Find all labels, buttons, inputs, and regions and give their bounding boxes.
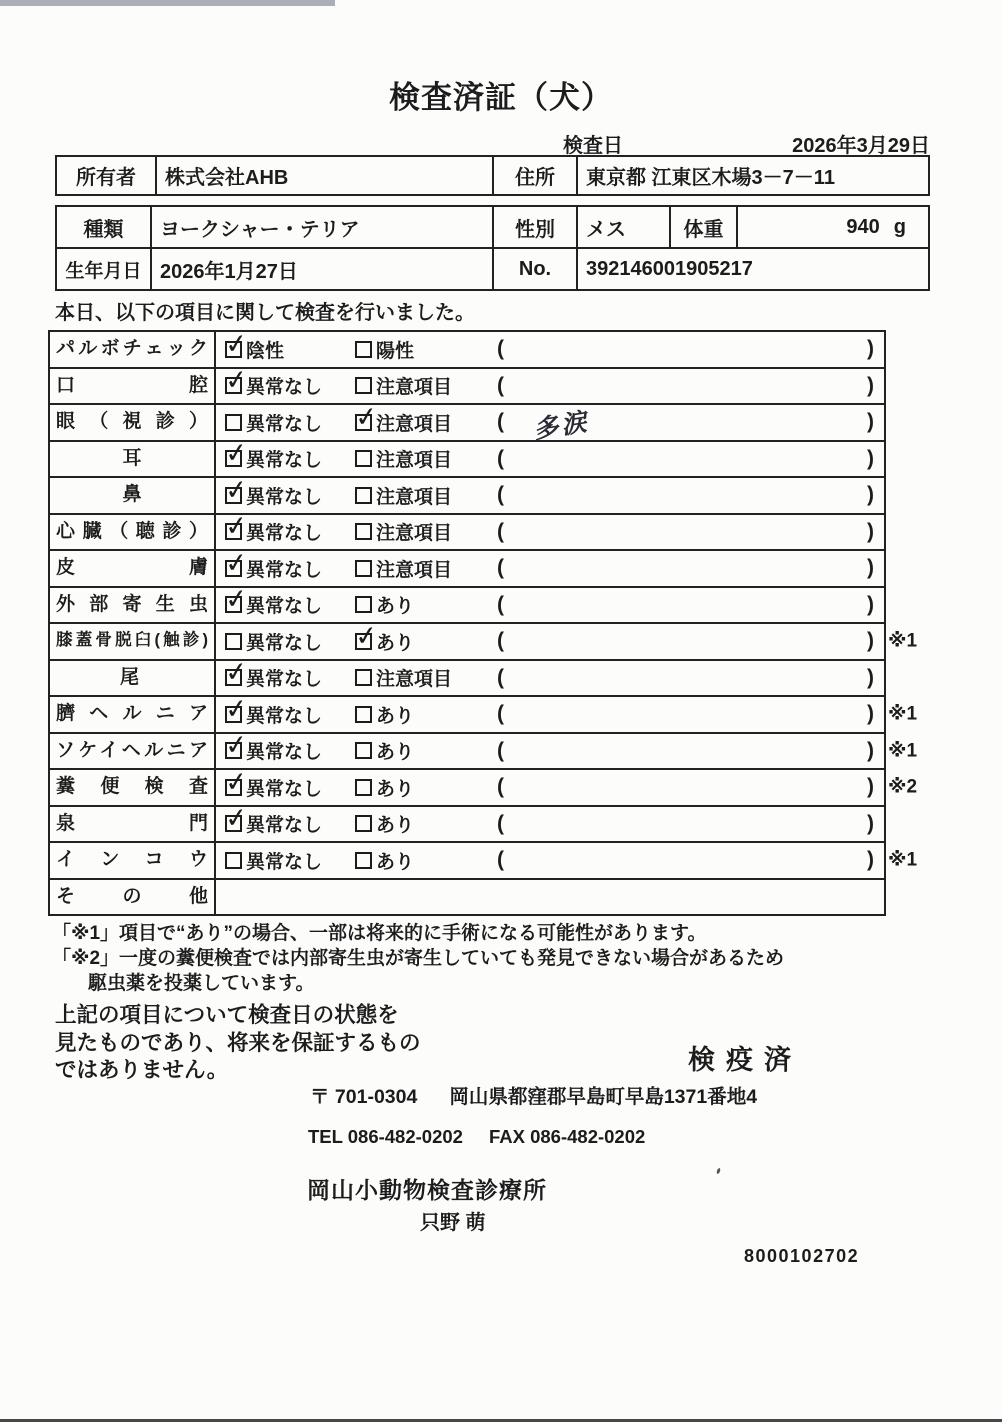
checklist-row-content — [216, 327, 884, 367]
table-row — [50, 880, 884, 915]
inspection-date-row — [563, 129, 930, 158]
footnote-mark: ※2 — [888, 776, 918, 798]
checkbox — [225, 414, 242, 431]
checklist-row-content — [216, 765, 884, 805]
intro-text: 本日、以下の項目に関して検査を行いました。 — [55, 302, 475, 324]
option-2 — [355, 664, 495, 691]
checkbox — [355, 669, 372, 686]
checkbox — [355, 487, 372, 504]
option-2 — [355, 482, 495, 509]
paren-open-icon: ( — [497, 519, 504, 543]
paren-area — [495, 666, 884, 690]
postal-code: 〒 701-0304 — [310, 1086, 418, 1108]
checkbox — [355, 779, 372, 796]
paren-open-icon: ( — [497, 702, 504, 726]
paren-close-icon: ) — [867, 410, 874, 434]
footnote-mark: ※1 — [888, 849, 918, 871]
quarantine-stamp: 検疫済 — [688, 1045, 802, 1075]
option-2 — [353, 619, 495, 655]
option-label: 異常なし — [246, 815, 323, 837]
option-1 — [223, 473, 355, 509]
checklist-row-label: 膝蓋骨脱臼(触診) — [50, 624, 216, 659]
checkbox — [223, 364, 250, 398]
option-label: 異常なし — [246, 523, 323, 545]
checklist-row-content — [216, 473, 884, 513]
table-row — [50, 802, 884, 844]
disclaimer — [55, 1002, 421, 1085]
check-icon: ✓ — [223, 583, 250, 617]
option-2 — [355, 445, 495, 472]
checklist-row-content — [216, 843, 884, 878]
table-row — [50, 546, 884, 588]
checkbox — [223, 656, 250, 690]
check-icon: ✓ — [223, 765, 250, 799]
option-label: 異常なし — [246, 851, 323, 873]
option-1 — [223, 327, 355, 363]
checkbox — [223, 473, 250, 507]
checklist-row-label: 臍ヘルニア — [50, 697, 216, 732]
checkbox — [355, 377, 372, 394]
checklist-row-content — [216, 510, 884, 550]
checklist-row-label: 糞便検査 — [50, 770, 216, 805]
checkbox — [355, 742, 372, 759]
paren-open-icon: ( — [497, 337, 504, 361]
option-label: あり — [376, 815, 415, 837]
paren-area — [495, 812, 884, 836]
table-row — [50, 437, 884, 479]
checklist-row-label: 口腔 — [50, 369, 216, 404]
checklist-row-label: その他 — [50, 880, 216, 915]
paren-close-icon: ) — [867, 738, 874, 762]
paren-open-icon: ( — [497, 373, 504, 397]
owner-value: 株式会社AHB — [157, 157, 494, 194]
paren-area — [495, 556, 884, 580]
option-2 — [355, 701, 495, 728]
dob-value: 2026年1月27日 — [152, 249, 494, 289]
option-2 — [355, 774, 495, 801]
option-label: 注意項目 — [376, 450, 453, 472]
option-label: あり — [376, 596, 415, 618]
option-label: あり — [376, 778, 415, 800]
option-label: 注意項目 — [376, 669, 453, 691]
clinic-postal-row — [310, 1081, 757, 1109]
option-label: 注意項目 — [376, 413, 453, 435]
option-label: あり — [376, 705, 415, 727]
checkbox — [355, 560, 372, 577]
checklist-row-label: 心臓（聴診） — [50, 515, 216, 550]
option-label: 異常なし — [246, 413, 323, 435]
table-row — [50, 692, 918, 734]
checklist-row-label: 鼻 — [50, 478, 216, 513]
option-1 — [223, 510, 355, 545]
paren-area — [495, 447, 884, 471]
paren-open-icon: ( — [497, 738, 504, 762]
paren-area — [495, 775, 884, 799]
table-row — [50, 583, 884, 625]
paren-area — [495, 848, 884, 872]
checklist-row-label: 泉門 — [50, 807, 216, 842]
check-icon: ✓ — [223, 437, 250, 471]
option-label: 注意項目 — [376, 486, 453, 508]
option-1 — [225, 847, 355, 874]
table-row — [50, 729, 918, 771]
paren-area — [495, 739, 884, 763]
option-2 — [355, 810, 495, 837]
check-icon: ✓ — [223, 656, 250, 690]
checklist-row-label: パルボチェック — [50, 332, 216, 367]
option-label: あり — [376, 632, 415, 654]
sex-label: 性別 — [494, 207, 578, 247]
checkbox — [225, 633, 242, 650]
option-1 — [223, 656, 355, 691]
paren-close-icon: ) — [867, 848, 874, 872]
paren-close-icon: ) — [867, 519, 874, 543]
paren-open-icon: ( — [497, 592, 504, 616]
paren-close-icon: ) — [867, 811, 874, 835]
checkbox — [353, 400, 380, 434]
dob-label: 生年月日 — [57, 249, 152, 289]
option-label: 異常なし — [246, 486, 323, 508]
paren-open-icon: ( — [497, 811, 504, 835]
table-row — [50, 473, 884, 515]
paren-close-icon: ) — [867, 629, 874, 653]
checklist-row-content — [216, 656, 884, 696]
option-label: 注意項目 — [376, 559, 453, 581]
breed-value: ヨークシャー・テリア — [152, 207, 494, 247]
paren-open-icon: ( — [497, 665, 504, 689]
option-1 — [225, 628, 355, 655]
table-row — [50, 656, 884, 698]
footnote-mark: ※1 — [888, 740, 918, 762]
table-row — [50, 327, 884, 369]
paren-area — [495, 520, 884, 544]
checkbox — [355, 815, 372, 832]
paren-area — [495, 593, 884, 617]
checklist-row-content — [216, 364, 884, 404]
breed-row — [57, 207, 928, 249]
checkbox — [355, 450, 372, 467]
checklist-row-content — [216, 437, 884, 477]
scan-artifact-speck — [716, 1168, 721, 1175]
weight-value: 940 — [846, 215, 880, 238]
check-icon: ✓ — [223, 327, 250, 361]
option-1 — [223, 364, 355, 399]
paren-area — [495, 408, 884, 445]
option-1 — [223, 729, 355, 764]
table-row — [50, 400, 884, 445]
checklist-row-content — [216, 692, 884, 732]
table-row — [50, 619, 918, 661]
table-row — [50, 843, 918, 880]
checklist-row-content — [216, 583, 884, 623]
checkbox — [223, 692, 250, 726]
option-label: 異常なし — [246, 596, 323, 618]
paren-close-icon: ) — [867, 337, 874, 361]
check-icon: ✓ — [223, 802, 250, 836]
address-label: 住所 — [494, 157, 578, 194]
checkbox — [355, 852, 372, 869]
option-2 — [355, 518, 495, 545]
inspection-date-label: 検査日 — [563, 135, 623, 157]
table-row — [50, 765, 918, 807]
paren-area — [495, 337, 884, 361]
weight-cell — [738, 207, 928, 247]
paren-area — [495, 374, 884, 398]
checklist-row-content — [216, 400, 884, 445]
disclaimer-line-2: 見たものであり、将来を保証するもの — [55, 1030, 421, 1055]
option-label: 異常なし — [246, 742, 323, 764]
sex-value: メス — [578, 207, 671, 247]
option-label: 陽性 — [376, 340, 415, 362]
option-label: 注意項目 — [376, 377, 453, 399]
checkbox — [355, 523, 372, 540]
checkbox — [223, 327, 250, 361]
dob-row — [57, 249, 928, 289]
paren-close-icon: ) — [867, 373, 874, 397]
option-2 — [355, 737, 495, 764]
address-value: 東京都 江東区木場3－7－11 — [586, 167, 835, 189]
checkbox — [223, 437, 250, 471]
checkbox — [223, 802, 250, 836]
check-icon: ✓ — [223, 546, 250, 580]
option-label: 異常なし — [246, 377, 323, 399]
option-label: 異常なし — [246, 450, 323, 472]
footnote-2: 「※2」一度の糞便検査では内部寄生虫が寄生していても発見できない場合があるため — [52, 948, 785, 969]
check-icon: ✓ — [223, 473, 250, 507]
paren-close-icon: ) — [867, 592, 874, 616]
vet-name: 只野 萌 — [420, 1212, 486, 1234]
checklist-row-label: インコウ — [50, 843, 216, 878]
paren-open-icon: ( — [497, 483, 504, 507]
option-1 — [223, 692, 355, 728]
option-2 — [353, 400, 495, 436]
option-1 — [223, 546, 355, 582]
check-icon: ✓ — [223, 364, 250, 398]
clinic-name: 岡山小動物検査診療所 — [307, 1177, 547, 1203]
checkbox — [223, 546, 250, 580]
option-2 — [355, 336, 495, 363]
checklist-row-content — [216, 729, 884, 769]
option-label: 異常なし — [246, 778, 323, 800]
paren-close-icon: ) — [867, 446, 874, 470]
option-2 — [355, 555, 495, 582]
checkbox — [223, 765, 250, 799]
paren-close-icon: ) — [867, 775, 874, 799]
weight-unit: g — [893, 215, 906, 238]
option-1 — [223, 765, 355, 801]
no-value: 392146001905217 — [586, 257, 753, 280]
paren-open-icon: ( — [497, 556, 504, 580]
table-row — [50, 510, 884, 552]
option-2 — [355, 372, 495, 399]
check-icon: ✓ — [223, 692, 250, 726]
checkbox — [223, 583, 250, 617]
checklist-row-content — [216, 546, 884, 586]
paren-open-icon: ( — [497, 629, 504, 653]
option-1 — [223, 583, 355, 618]
checklist-row-content — [216, 619, 884, 659]
paren-close-icon: ) — [867, 702, 874, 726]
disclaimer-line-1: 上記の項目について検査日の状態を — [55, 1003, 399, 1027]
footnote-mark: ※1 — [888, 630, 918, 652]
check-icon: ✓ — [223, 510, 250, 544]
checklist-row-content — [216, 880, 884, 915]
check-icon: ✓ — [353, 400, 380, 434]
inspection-date-value: 2026年3月29日 — [792, 135, 930, 157]
footnote-1: 「※1」項目で“あり”の場合、一部は将来的に手術になる可能性があります。 — [52, 923, 707, 944]
option-label: 注意項目 — [376, 523, 453, 545]
page-title: 検査済証（犬） — [389, 80, 613, 115]
checklist-row-label: 皮膚 — [50, 551, 216, 586]
option-label: 異常なし — [246, 632, 323, 654]
option-label: 陰性 — [246, 340, 285, 362]
paren-area — [495, 702, 884, 726]
option-1 — [223, 437, 355, 472]
option-1 — [225, 409, 355, 436]
option-label: あり — [376, 851, 415, 873]
option-2 — [355, 847, 495, 874]
checklist-table — [48, 327, 918, 916]
option-label: 異常なし — [246, 559, 323, 581]
checkbox — [225, 852, 242, 869]
paren-area — [495, 629, 884, 653]
footnote-2-continued: 駆虫薬を投薬しています。 — [88, 973, 315, 994]
checkbox — [223, 510, 250, 544]
checkbox — [355, 596, 372, 613]
footnotes — [52, 921, 784, 996]
document-code: 8000102702 — [744, 1246, 860, 1266]
check-icon: ✓ — [223, 729, 250, 763]
footnote-mark: ※1 — [888, 703, 918, 725]
checkbox — [355, 706, 372, 723]
paren-open-icon: ( — [497, 848, 504, 872]
checklist-row-label: 尾 — [50, 661, 216, 696]
owner-label: 所有者 — [57, 157, 157, 194]
check-icon: ✓ — [353, 619, 380, 653]
option-label: あり — [376, 742, 415, 764]
option-1 — [223, 802, 355, 837]
table-row — [50, 364, 884, 406]
clinic-tel: TEL 086-482-0202 — [308, 1126, 463, 1147]
checklist-row-label: 眼（視診） — [50, 405, 216, 440]
paren-close-icon: ) — [867, 556, 874, 580]
checklist-row-label: ソケイヘルニア — [50, 734, 216, 769]
owner-table — [55, 155, 930, 196]
handwritten-note: 多涙 — [531, 408, 592, 445]
weight-label: 体重 — [671, 207, 738, 247]
no-label: No. — [494, 249, 578, 289]
clinic-address: 岡山県都窪郡早島町早島1371番地4 — [449, 1086, 758, 1108]
option-2 — [355, 591, 495, 618]
option-label: 異常なし — [246, 669, 323, 691]
paren-open-icon: ( — [497, 410, 504, 434]
paren-close-icon: ) — [867, 483, 874, 507]
disclaimer-line-3: ではありません。 — [55, 1058, 229, 1083]
option-label: 異常なし — [246, 705, 323, 727]
paren-close-icon: ) — [867, 665, 874, 689]
checklist-row-content — [216, 802, 884, 842]
paren-open-icon: ( — [497, 775, 504, 799]
paren-open-icon: ( — [497, 446, 504, 470]
animal-info-table — [55, 205, 930, 291]
clinic-telfax-row — [308, 1126, 645, 1148]
checkbox — [223, 729, 250, 763]
breed-label: 種類 — [57, 207, 152, 247]
checklist-row-label: 外部寄生虫 — [50, 588, 216, 623]
paren-area — [495, 483, 884, 507]
checkbox — [355, 341, 372, 358]
clinic-fax: FAX 086-482-0202 — [488, 1126, 646, 1147]
checkbox — [353, 619, 380, 653]
checklist-row-label: 耳 — [50, 442, 216, 477]
scan-artifact-top — [0, 0, 335, 6]
